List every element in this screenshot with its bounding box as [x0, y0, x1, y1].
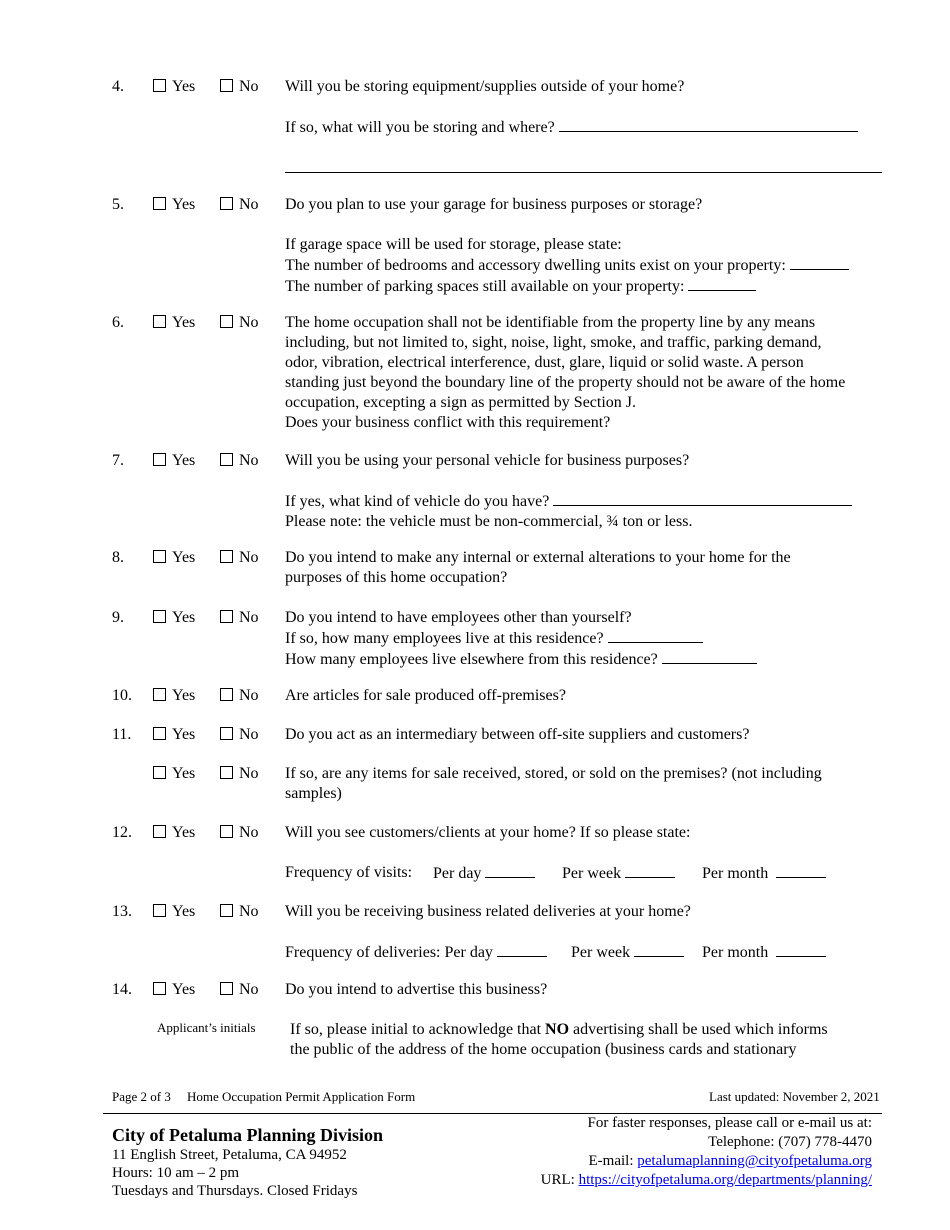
yes-label: Yes — [172, 609, 196, 626]
question-text-line: Do you intend to make any internal or external alterations to your home for the — [285, 549, 791, 566]
checkbox-icon — [153, 453, 166, 466]
question-subtext: How many employees live elsewhere from this residence? — [285, 651, 658, 668]
checkbox-icon — [153, 315, 166, 328]
question-text-line: If so, are any items for sale received, stored, or sold on the premises? (not including — [285, 765, 822, 782]
checkbox-icon — [153, 79, 166, 92]
no-checkbox[interactable] — [220, 902, 259, 922]
checkbox-icon — [153, 825, 166, 838]
url-line — [541, 1171, 872, 1190]
question-text: Will you be using your personal vehicle for business purposes? — [285, 452, 690, 469]
no-label: No — [239, 78, 259, 95]
checkbox-icon — [220, 79, 233, 92]
no-checkbox[interactable] — [220, 608, 259, 628]
checkbox-icon — [220, 688, 233, 701]
question-number: 13. — [112, 903, 132, 920]
checkbox-icon — [220, 904, 233, 917]
telephone: Telephone: (707) 778-4470 — [708, 1134, 872, 1150]
yes-label: Yes — [172, 981, 196, 998]
question-text: Do you intend to have employees other than yourself? — [285, 609, 632, 626]
deliveries-per-day-field[interactable] — [497, 942, 547, 957]
question-subtext: If so, how many employees live at this residence? — [285, 630, 604, 647]
yes-checkbox[interactable] — [153, 725, 195, 745]
question-text: Will you see customers/clients at your home? If so please state: — [285, 824, 691, 841]
yes-label: Yes — [172, 903, 196, 920]
contact-info — [541, 1114, 872, 1190]
frequency-label: Frequency of visits: — [285, 864, 413, 881]
question-text: Do you act as an intermediary between off-site suppliers and customers? — [285, 726, 750, 743]
question-text-line: including, but not limited to, sight, noise, light, smoke, and traffic, parking demand, — [285, 334, 822, 351]
email-link[interactable]: petalumaplanning@cityofpetaluma.org — [637, 1153, 872, 1169]
no-label: No — [239, 903, 259, 920]
checkbox-icon — [220, 982, 233, 995]
yes-checkbox[interactable] — [153, 313, 195, 333]
yes-checkbox[interactable] — [153, 608, 195, 628]
question-subtext: If yes, what kind of vehicle do you have? — [285, 493, 550, 510]
no-checkbox[interactable] — [220, 77, 259, 97]
no-label: No — [239, 314, 259, 331]
no-checkbox[interactable] — [220, 451, 259, 471]
organization-name: City of Petaluma Planning Division — [112, 1125, 384, 1145]
question-text-line: purposes of this home occupation? — [285, 569, 508, 586]
checkbox-icon — [153, 197, 166, 210]
checkbox-icon — [153, 688, 166, 701]
storing-answer-field-2[interactable] — [285, 158, 882, 173]
address: 11 English Street, Petaluma, CA 94952 — [112, 1147, 347, 1163]
checkbox-icon — [220, 727, 233, 740]
no-label: No — [239, 687, 259, 704]
url-label: URL: — [540, 1172, 575, 1188]
question-subtext: If garage space will be used for storage, please state: — [285, 236, 622, 253]
question-text-line: standing just beyond the boundary line of the property should not be aware of the home — [285, 374, 846, 391]
checkbox-icon — [153, 904, 166, 917]
question-number: 7. — [112, 452, 124, 469]
question-text-line: odor, vibration, electrical interference, dust, glare, liquid or solid waste. A person — [285, 354, 804, 371]
yes-label: Yes — [172, 196, 196, 213]
question-text: Will you be receiving business related deliveries at your home? — [285, 903, 691, 920]
email-line — [541, 1152, 872, 1171]
employees-resident-field[interactable] — [608, 628, 703, 643]
yes-label: Yes — [172, 765, 196, 782]
deliveries-per-week-field[interactable] — [634, 942, 684, 957]
no-label: No — [239, 549, 259, 566]
question-number: 11. — [112, 726, 132, 743]
no-label: No — [239, 765, 259, 782]
visits-per-week-field[interactable] — [625, 863, 675, 878]
question-text-line: occupation, excepting a sign as permitted by Section J. — [285, 394, 637, 411]
yes-checkbox[interactable] — [153, 195, 195, 215]
acknowledge-text-bold: NO — [545, 1021, 570, 1038]
question-note: Please note: the vehicle must be non-commercial, ¾ ton or less. — [285, 513, 693, 530]
last-updated: Last updated: November 2, 2021 — [709, 1089, 880, 1104]
days: Tuesdays and Thursdays. Closed Fridays — [112, 1183, 358, 1199]
no-checkbox[interactable] — [220, 195, 259, 215]
yes-label: Yes — [172, 314, 196, 331]
no-checkbox[interactable] — [220, 313, 259, 333]
no-checkbox[interactable] — [220, 725, 259, 745]
question-text: Do you intend to advertise this business? — [285, 981, 548, 998]
question-text: Are articles for sale produced off-premises? — [285, 687, 566, 704]
no-checkbox[interactable] — [220, 823, 259, 843]
question-number: 14. — [112, 981, 132, 998]
bedrooms-field[interactable] — [790, 255, 849, 270]
form-title: Home Occupation Permit Application Form — [187, 1089, 416, 1104]
visits-per-day-field[interactable] — [485, 863, 535, 878]
hours: Hours: 10 am – 2 pm — [112, 1165, 240, 1181]
acknowledge-text-post: advertising shall be used which informs — [573, 1021, 828, 1038]
per-month-label: Per month — [702, 944, 769, 961]
yes-checkbox[interactable] — [153, 823, 195, 843]
no-checkbox[interactable] — [220, 686, 259, 706]
per-day-label: Per day — [444, 944, 493, 961]
applicant-initials-label: Applicant’s initials — [157, 1020, 256, 1035]
per-month-label: Per month — [702, 865, 769, 882]
yes-label: Yes — [172, 726, 196, 743]
parking-spaces-field[interactable] — [688, 276, 756, 291]
yes-label: Yes — [172, 452, 196, 469]
checkbox-icon — [220, 766, 233, 779]
visits-per-month-field[interactable] — [776, 863, 826, 878]
yes-checkbox[interactable] — [153, 686, 195, 706]
checkbox-icon — [153, 982, 166, 995]
question-text-line: Does your business conflict with this requirement? — [285, 414, 611, 431]
question-subtext: The number of bedrooms and accessory dwelling units exist on your property: — [285, 257, 786, 274]
question-number: 4. — [112, 78, 124, 95]
question-subtext: The number of parking spaces still available on your property: — [285, 278, 685, 295]
no-label: No — [239, 726, 259, 743]
url-link[interactable]: https://cityofpetaluma.org/departments/planning/ — [578, 1172, 872, 1188]
checkbox-icon — [153, 550, 166, 563]
question-text-line: The home occupation shall not be identifiable from the property line by any means — [285, 314, 816, 331]
checkbox-icon — [220, 825, 233, 838]
vehicle-field[interactable] — [553, 491, 852, 506]
yes-checkbox[interactable] — [153, 902, 195, 922]
frequency-label: Frequency of deliveries: — [285, 944, 441, 961]
faster-responses-text: For faster responses, please call or e-mail us at: — [587, 1115, 872, 1131]
storing-answer-field[interactable] — [559, 117, 858, 132]
yes-label: Yes — [172, 687, 196, 704]
no-checkbox[interactable] — [220, 548, 259, 568]
question-number: 12. — [112, 824, 132, 841]
yes-checkbox[interactable] — [153, 764, 195, 784]
deliveries-per-month-field[interactable] — [776, 942, 826, 957]
question-number: 8. — [112, 549, 124, 566]
yes-checkbox[interactable] — [153, 77, 195, 97]
question-number: 10. — [112, 687, 132, 704]
question-text: Will you be storing equipment/supplies outside of your home? — [285, 78, 685, 95]
no-label: No — [239, 196, 259, 213]
checkbox-icon — [153, 727, 166, 740]
email-label: E-mail: — [588, 1153, 634, 1169]
employees-elsewhere-field[interactable] — [662, 649, 757, 664]
acknowledge-text-line2: the public of the address of the home occupation (business cards and stationary — [290, 1041, 797, 1058]
yes-checkbox[interactable] — [153, 980, 195, 1000]
no-label: No — [239, 609, 259, 626]
no-label: No — [239, 981, 259, 998]
yes-label: Yes — [172, 78, 196, 95]
checkbox-icon — [220, 315, 233, 328]
checkbox-icon — [220, 197, 233, 210]
per-day-label: Per day — [433, 865, 482, 882]
question-number: 6. — [112, 314, 124, 331]
yes-checkbox[interactable] — [153, 548, 195, 568]
yes-label: Yes — [172, 549, 196, 566]
per-week-label: Per week — [562, 865, 622, 882]
no-label: No — [239, 452, 259, 469]
question-subtext: If so, what will you be storing and where? — [285, 119, 555, 136]
question-number: 5. — [112, 196, 124, 213]
checkbox-icon — [220, 453, 233, 466]
yes-checkbox[interactable] — [153, 451, 195, 471]
page-number: Page 2 of 3 — [112, 1089, 171, 1104]
question-text: Do you plan to use your garage for business purposes or storage? — [285, 196, 703, 213]
per-week-label: Per week — [571, 944, 631, 961]
acknowledge-text-pre: If so, please initial to acknowledge that — [290, 1021, 542, 1038]
question-number: 9. — [112, 609, 124, 626]
no-checkbox[interactable] — [220, 980, 259, 1000]
checkbox-icon — [153, 610, 166, 623]
no-label: No — [239, 824, 259, 841]
checkbox-icon — [153, 766, 166, 779]
checkbox-icon — [220, 610, 233, 623]
yes-label: Yes — [172, 824, 196, 841]
no-checkbox[interactable] — [220, 764, 259, 784]
question-text-line: samples) — [285, 785, 342, 802]
checkbox-icon — [220, 550, 233, 563]
